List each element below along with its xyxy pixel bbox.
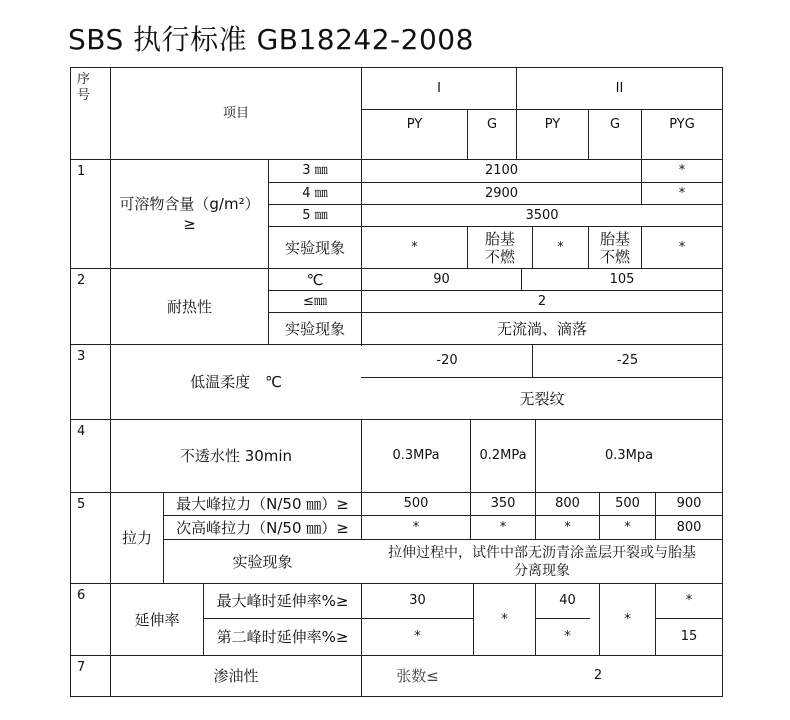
value-cell: *	[624, 611, 631, 627]
experiment-label: 实验现象	[284, 319, 345, 338]
value-cell: 0.2MPa	[479, 448, 527, 463]
value-cell: 3500	[525, 207, 559, 223]
value-cell: 0.3Mpa	[604, 448, 654, 463]
row-label: 低温柔度 ℃	[190, 373, 282, 391]
row-number: 5	[77, 497, 86, 512]
value-cell: *	[564, 519, 571, 535]
header-type-i: I	[437, 80, 441, 96]
row-label: 可溶物含量（g/m²） ≥	[119, 195, 260, 233]
value-cell: *	[678, 239, 686, 255]
value-cell: 2	[593, 668, 603, 683]
value-cell: 105	[609, 271, 635, 287]
thickness-label: 4 ㎜	[302, 185, 328, 201]
value-cell: 30	[409, 593, 426, 608]
value-cell: 无流淌、滴落	[496, 319, 587, 338]
value-cell: 500	[615, 496, 640, 511]
row-number: 2	[77, 273, 86, 288]
value-cell: 2100	[484, 163, 519, 178]
unit-label: ℃	[306, 270, 324, 289]
sub-label: 最大峰拉力（N/50 ㎜）≥	[176, 495, 349, 513]
value-cell: 900	[676, 496, 702, 511]
value-cell: *	[557, 239, 564, 255]
value-cell: *	[678, 163, 686, 178]
rule	[722, 67, 723, 697]
value-cell: 0.3MPa	[392, 448, 440, 463]
header-seq: 序 号	[77, 72, 91, 103]
value-cell: *	[501, 611, 508, 627]
row-label: 渗油性	[213, 667, 259, 685]
row-label: 不透水性 30min	[179, 447, 293, 465]
header-sub: PY	[406, 117, 423, 132]
value-cell: 2	[537, 293, 547, 309]
experiment-label: 实验现象	[284, 238, 345, 257]
value-cell: 90	[433, 271, 450, 287]
header-type-ii: II	[615, 80, 624, 96]
value-cell: *	[499, 519, 507, 535]
value-cell: 15	[680, 629, 698, 644]
value-cell: 350	[490, 496, 516, 511]
header-sub: PY	[544, 117, 561, 132]
value-cell: *	[678, 185, 686, 201]
value-cell: 无裂纹	[519, 389, 565, 408]
header-sub: G	[609, 117, 621, 132]
header-sub: G	[486, 117, 498, 132]
value-cell: 胎基 不燃	[599, 229, 630, 266]
experiment-label: 实验现象	[232, 552, 293, 571]
value-cell: 拉伸过程中，试件中部无沥青涂盖层开裂或与胎基 分离现象	[388, 544, 696, 579]
value-cell: *	[564, 629, 571, 644]
value-cell: 2900	[484, 185, 519, 201]
header-sub: PYG	[669, 117, 695, 132]
value-cell: 500	[403, 496, 429, 511]
rule	[70, 696, 723, 697]
value-cell: *	[414, 629, 421, 644]
value-cell: 40	[559, 593, 576, 608]
row-number: 7	[77, 660, 86, 675]
row-number: 6	[77, 588, 86, 603]
value-cell: 胎基 不燃	[484, 229, 515, 266]
sub-label: 次高峰拉力（N/50 ㎜）≥	[176, 518, 349, 537]
value-cell: 张数≤	[396, 667, 439, 685]
value-cell: 800	[676, 519, 702, 535]
thickness-label: 5 ㎜	[302, 207, 328, 223]
value-cell: -25	[616, 353, 639, 368]
value-cell: *	[624, 519, 631, 535]
row-label: 耐热性	[166, 297, 212, 316]
sub-label: 第二峰时延伸率%≥	[216, 628, 349, 646]
row-number: 4	[77, 424, 86, 439]
row-number: 1	[77, 164, 86, 179]
row-label: 延伸率	[134, 610, 180, 629]
value-cell: 800	[555, 496, 580, 511]
value-cell: *	[411, 239, 418, 255]
thickness-label: 3 ㎜	[302, 163, 328, 178]
row-number: 3	[77, 349, 86, 364]
unit-label: ≤㎜	[303, 293, 327, 309]
value-cell: *	[412, 519, 420, 535]
value-cell: -20	[436, 353, 458, 368]
header-item: 项目	[222, 105, 249, 121]
sub-label: 最大峰时延伸率%≥	[216, 592, 349, 610]
page-title: SBS 执行标准 GB18242-2008	[68, 23, 474, 56]
row-label: 拉力	[121, 529, 152, 547]
value-cell: *	[685, 593, 693, 608]
